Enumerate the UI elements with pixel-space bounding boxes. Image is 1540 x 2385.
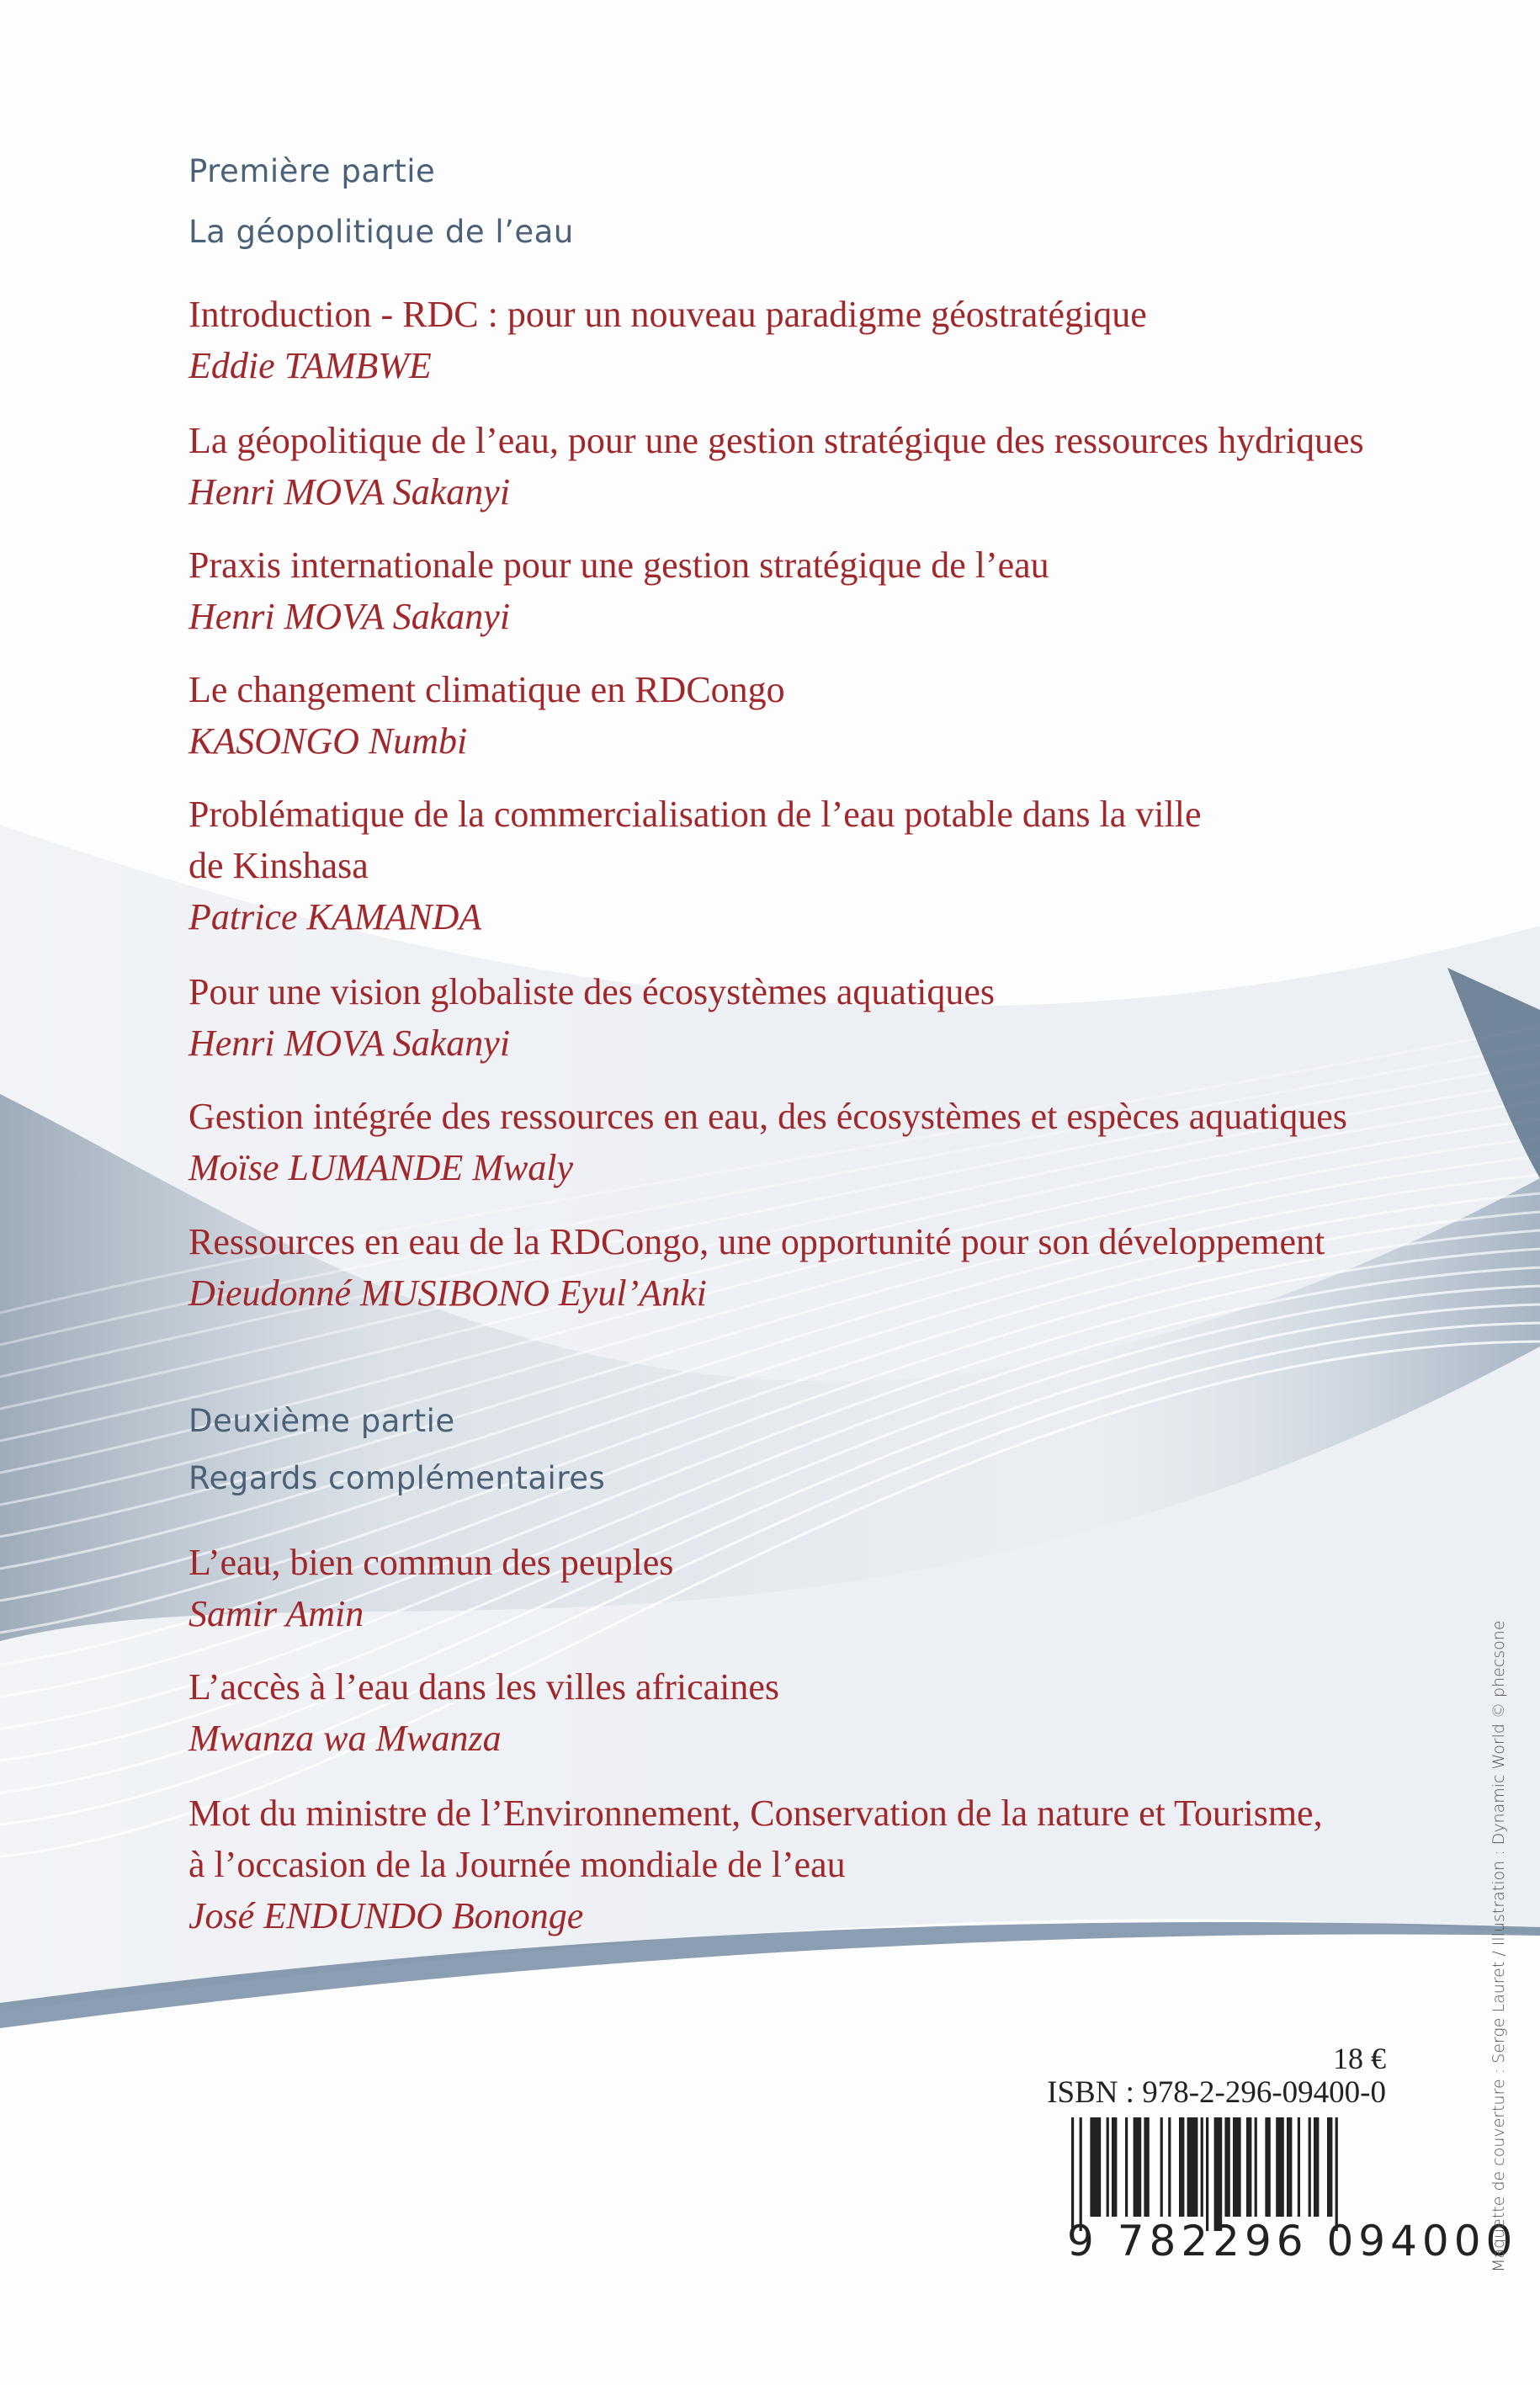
- barcode-bar: [1287, 2117, 1292, 2217]
- entry-author: Henri MOVA Sakanyi: [189, 1023, 511, 1064]
- entry-title: Mot du ministre de l’Environnement, Conservation de la nature et Tourisme,: [189, 1793, 1323, 1834]
- barcode-bar: [1160, 2117, 1163, 2217]
- barcode-bar: [1246, 2117, 1251, 2217]
- entry-title: Le changement climatique en RDCongo: [189, 669, 785, 710]
- entry-title: L’eau, bien commun des peuples: [189, 1542, 674, 1583]
- toc-entry: [189, 289, 1147, 391]
- entry-title: L’accès à l’eau dans les villes africaines: [189, 1666, 780, 1708]
- entry-author: Dieudonné MUSIBONO Eyul’Anki: [189, 1272, 707, 1314]
- toc-entry: [189, 789, 1201, 943]
- barcode-bar: [1125, 2117, 1128, 2217]
- entry-author: Henri MOVA Sakanyi: [189, 471, 511, 513]
- entry-title: La géopolitique de l’eau, pour une gestion stratégique des ressources hydriques: [189, 420, 1364, 461]
- entry-author: Henri MOVA Sakanyi: [189, 596, 511, 637]
- barcode-bar: [1168, 2117, 1171, 2217]
- toc-entry: [189, 539, 1049, 642]
- toc-entry: [189, 1787, 1323, 1941]
- entry-title: Introduction - RDC : pour un nouveau paradigme géostratégique: [189, 294, 1147, 335]
- entry-author: Samir Amin: [189, 1593, 364, 1634]
- entry-author: Eddie TAMBWE: [189, 345, 432, 386]
- barcode-bar: [1233, 2117, 1241, 2217]
- barcode-bar: [1255, 2117, 1257, 2217]
- toc-entry: [189, 1216, 1325, 1319]
- part-one-label: Première partie: [189, 153, 436, 189]
- barcode-bar: [1071, 2117, 1074, 2231]
- isbn: ISBN : 978-2-296-09400-0: [1047, 2075, 1386, 2110]
- barcode-bar: [1090, 2117, 1101, 2217]
- toc-entry: [189, 664, 785, 767]
- barcode-bar: [1276, 2117, 1284, 2217]
- entry-title-continued: à l’occasion de la Journée mondiale de l’eau: [189, 1844, 846, 1885]
- barcode-bar: [1327, 2117, 1332, 2217]
- barcode-bar: [1187, 2117, 1198, 2217]
- toc-entry: [189, 966, 995, 1069]
- barcode-bar: [1144, 2117, 1149, 2217]
- barcode-bar: [1265, 2117, 1270, 2217]
- barcode-bar: [1107, 2117, 1109, 2217]
- barcode-bar: [1298, 2117, 1300, 2217]
- entry-title: Gestion intégrée des ressources en eau, des écosystèmes et espèces aquatiques: [189, 1096, 1347, 1137]
- toc-entry: [189, 1091, 1347, 1193]
- entry-title: Praxis internationale pour une gestion stratégique de l’eau: [189, 544, 1049, 586]
- barcode: [1071, 2117, 1384, 2231]
- entry-author: Patrice KAMANDA: [189, 896, 482, 938]
- toc-entry: [189, 415, 1364, 518]
- entry-title: Ressources en eau de la RDCongo, une opportunité pour son développement: [189, 1221, 1325, 1262]
- entry-author: KASONGO Numbi: [189, 720, 468, 762]
- entry-author: José ENDUNDO Bononge: [189, 1895, 584, 1936]
- entry-title-continued: de Kinshasa: [189, 845, 369, 886]
- barcode-bar: [1134, 2117, 1142, 2217]
- price: 18 €: [1333, 2042, 1386, 2075]
- entry-title: Pour une vision globaliste des écosystèmes aquatiques: [189, 971, 996, 1012]
- barcode-bar: [1206, 2117, 1208, 2231]
- barcode-bar: [1080, 2117, 1082, 2231]
- entry-title: Problématique de la commercialisation de l’eau potable dans la ville: [189, 794, 1202, 835]
- part-two-label: Deuxième partie: [189, 1403, 455, 1439]
- barcode-digits: 9 782296 094000: [1067, 2217, 1518, 2265]
- barcode-bar: [1112, 2117, 1117, 2217]
- barcode-bar: [1214, 2117, 1223, 2231]
- barcode-bar: [1314, 2117, 1319, 2217]
- barcode-bar: [1201, 2117, 1203, 2217]
- part-one-title: La géopolitique de l’eau: [189, 214, 574, 250]
- toc-entry: [189, 1537, 673, 1639]
- barcode-bar: [1224, 2117, 1229, 2217]
- part-two-title: Regards complémentaires: [189, 1460, 606, 1496]
- barcode-bar: [1336, 2117, 1338, 2231]
- toc-entry: [189, 1661, 779, 1764]
- entry-author: Moïse LUMANDE Mwaly: [189, 1147, 574, 1188]
- barcode-bar: [1309, 2117, 1311, 2217]
- cover-credit: Maquette de couverture : Serge Lauret / Illustration : Dynamic World © phecsone: [1490, 1620, 1508, 2272]
- entry-author: Mwanza wa Mwanza: [189, 1718, 502, 1759]
- barcode-bar: [1179, 2117, 1184, 2217]
